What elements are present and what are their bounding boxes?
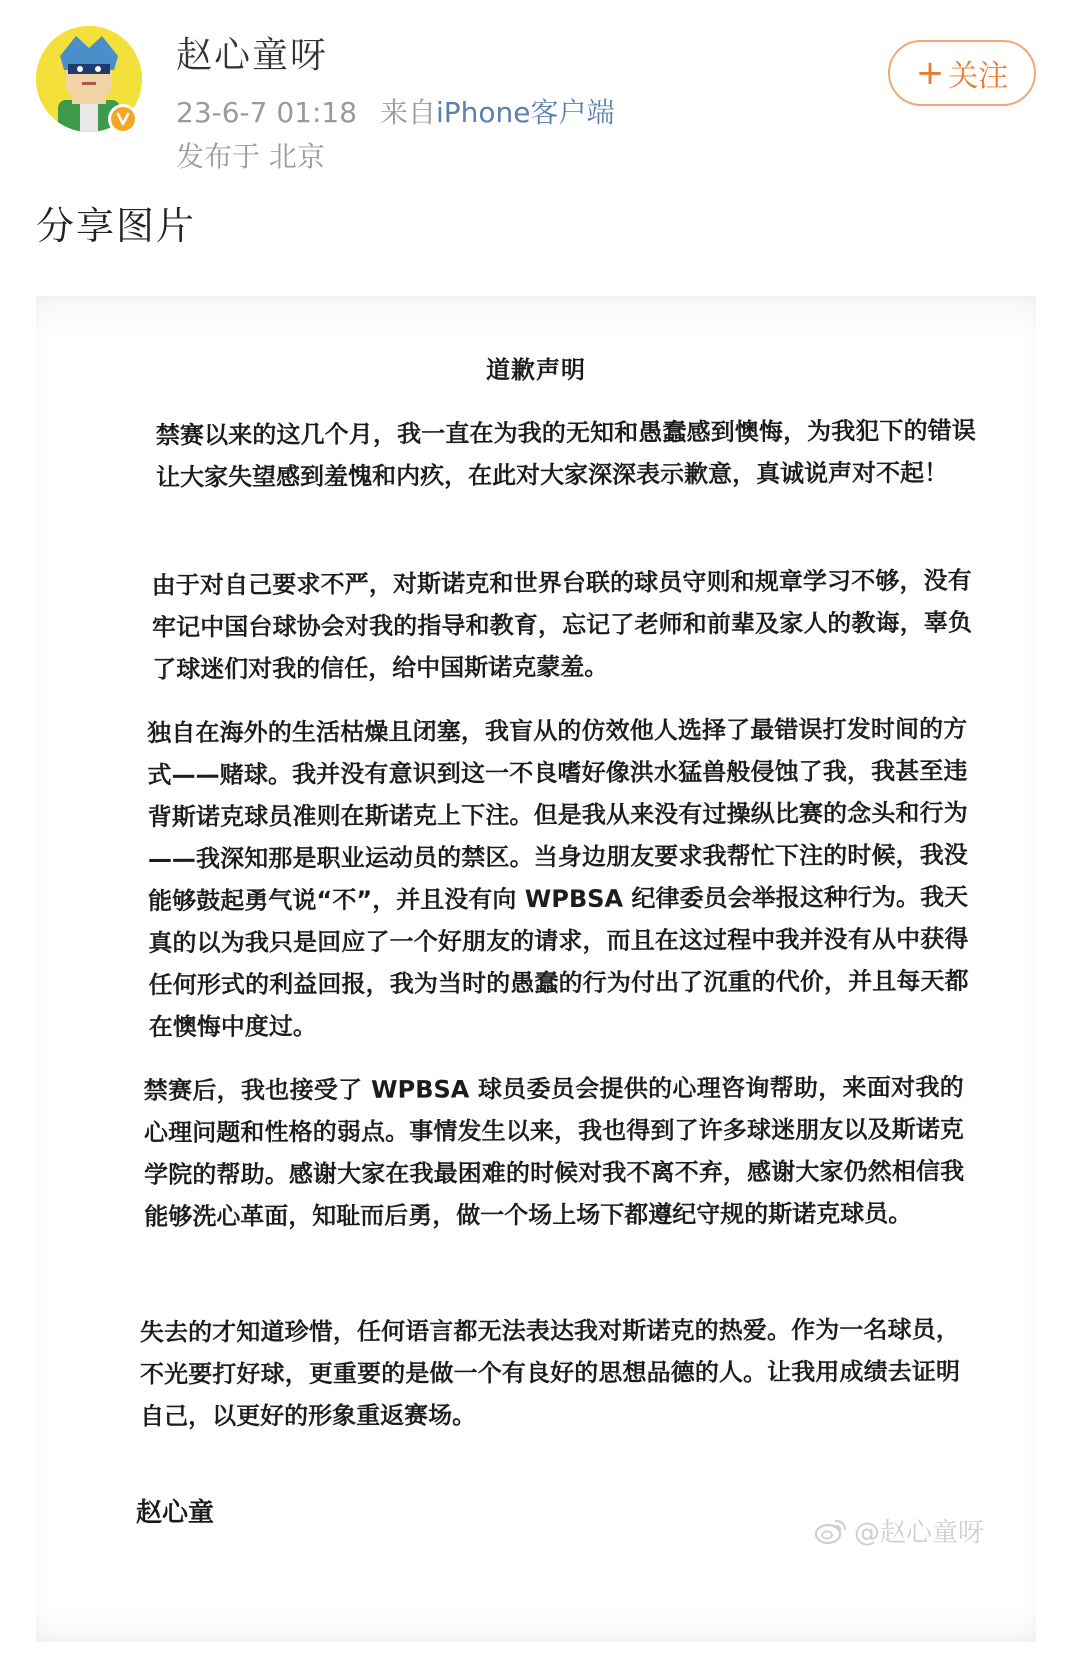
weibo-watermark xyxy=(814,1512,984,1549)
post-timestamp: 23-6-7 01:18 xyxy=(176,96,358,129)
document-signature: 赵心童 xyxy=(136,1498,215,1528)
source-client-link[interactable]: iPhone客户端 xyxy=(435,96,615,129)
username[interactable]: 赵心童呀 xyxy=(176,35,329,76)
document-paragraph: 禁赛以来的这几个月，我一直在为我的无知和愚蠢感到懊悔，为我犯下的错误让大家失望感到羞愧和内疚，在此对大家深深表示歉意，真诚说声对不起！ xyxy=(155,416,976,492)
post-meta xyxy=(176,96,615,130)
follow-button[interactable] xyxy=(888,40,1036,106)
document-paragraph: 由于对自己要求不严，对斯诺克和世界台联的球员守则和规章学习不够，没有牢记中国台球协会对我的指导和教育，忘记了老师和前辈及家人的教诲，辜负了球迷们对我的信任，给中国斯诺克蒙羞。 xyxy=(151,566,973,684)
source-prefix: 来自 xyxy=(379,96,436,129)
shared-image[interactable] xyxy=(36,296,1036,1642)
weibo-logo-icon xyxy=(814,1517,848,1545)
post-text: 分享图片 xyxy=(36,204,197,248)
plus-icon: + xyxy=(915,53,945,93)
post-header xyxy=(0,0,1080,190)
verified-badge-icon xyxy=(108,104,138,134)
watermark-text: @赵心童呀 xyxy=(854,1518,985,1548)
document-paragraph: 独自在海外的生活枯燥且闭塞，我盲从的仿效他人选择了最错误打发时间的方式——赌球。我并没有意识到这一不良嗜好像洪水猛兽般侵蚀了我，我甚至违背斯诺克球员准则在斯诺克上下注。但是我从来没有过操纵比赛的念头和行为——我深知那是职业运动员的禁区。当身边朋友要求我帮忙下注的时候，我没能够鼓起勇气说“不”，并且没有向 WPBSA 纪律委员会举报这种行为。我天真的以为我只是回应了一个好朋友的请求，而且在这过程中我并没有从中获得任何形式的利益回报，我为当时的愚蠢的行为付出了沉重的代价，并且每天都在懊悔中度过。 xyxy=(147,714,969,1042)
document-paragraph: 失去的才知道珍惜，任何语言都无法表达我对斯诺克的热爱。作为一名球员，不光要打好球，更重要的是做一个有良好的思想品德的人。让我用成绩去证明自己，以更好的形象重返赛场。 xyxy=(139,1315,961,1431)
follow-label: 关注 xyxy=(948,59,1009,94)
post-location: 发布于 北京 xyxy=(176,140,325,173)
document-title: 道歉声明 xyxy=(486,356,586,384)
document-paragraph: 禁赛后，我也接受了 WPBSA 球员委员会提供的心理咨询帮助，来面对我的心理问题和性格的弱点。事情发生以来，我也得到了许多球迷朋友以及斯诺克学院的帮助。感谢大家在我最困难的时候对我不离不弃，感谢大家仍然相信我能够洗心革面，知耻而后勇，做一个场上场下都遵纪守规的斯诺克球员。 xyxy=(143,1073,965,1231)
